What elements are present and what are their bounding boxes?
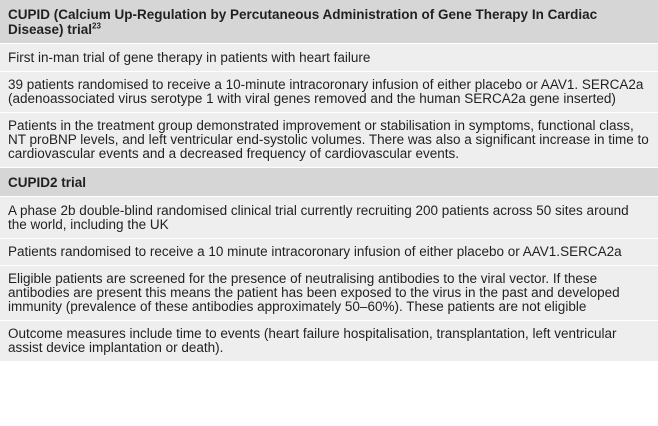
reference-superscript: 23 <box>92 21 101 31</box>
table-row: 39 patients randomised to receive a 10-minute intracoronary infusion of either placebo or AAV1. SERCA2a (adenoassociated virus serotype 1 with viral genes removed and the human SERCA2a gene inserted) <box>0 72 658 113</box>
section-header-cupid <box>0 0 658 44</box>
table-row: Eligible patients are screened for the presence of neutralising antibodies to the viral vector. If these antibodies are present this means the patient has been exposed to the virus in the past and developed immunity (prevalence of these antibodies approximately 50–60%). These patients are not eligible <box>0 266 658 321</box>
table-row: First in-man trial of gene therapy in patients with heart failure <box>0 44 658 72</box>
section-header-cupid2 <box>0 168 658 197</box>
section-title: CUPID2 trial <box>8 175 87 190</box>
section-title: CUPID (Calcium Up-Regulation by Percutaneous Administration of Gene Therapy In Cardiac Disease) trial <box>8 7 598 37</box>
table-row: Patients in the treatment group demonstrated improvement or stabilisation in symptoms, functional class, NT proBNP levels, and left ventricular end-systolic volumes. There was also a significant increase in time to cardiovascular events and a decreased frequency of cardiovascular events. <box>0 113 658 168</box>
table-row: A phase 2b double-blind randomised clinical trial currently recruiting 200 patients across 50 sites around the world, including the UK <box>0 197 658 239</box>
table-row: Outcome measures include time to events (heart failure hospitalisation, transplantation, left ventricular assist device implantation or death). <box>0 321 658 362</box>
table-row: Patients randomised to receive a 10 minute intracoronary infusion of either placebo or AAV1.SERCA2a <box>0 239 658 266</box>
